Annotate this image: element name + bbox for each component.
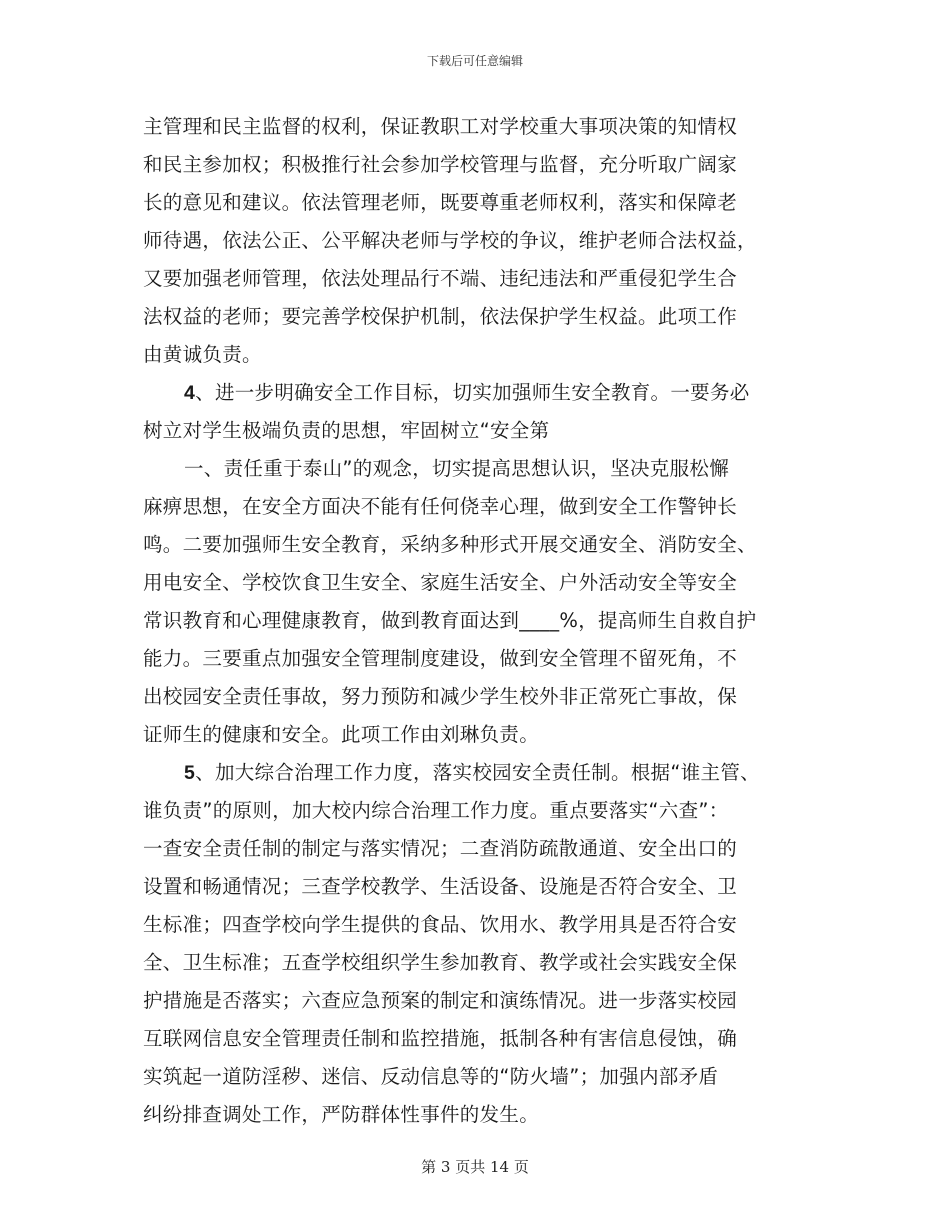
paragraph-5-start (143, 754, 833, 792)
text-line: 一、责任重于泰山”的观念，切实提高思想认识，坚决克服松懈 (184, 457, 730, 480)
text-line: 主管理和民主监督的权利，保证教职工对学校重大事项决策的知情权 (143, 115, 738, 138)
text-line: 、加大综合治理工作力度，落实校园安全责任制。根据“谁主管、 (195, 761, 760, 784)
document-body (143, 108, 833, 1134)
item-number: 5 (184, 762, 196, 784)
text-line: 谁负责”的原则，加大校内综合治理工作力度。重点要落实“六查”： (143, 799, 729, 822)
text-line: 证师生的健康和安全。此项工作由刘琳负责。 (143, 723, 540, 746)
item-number: 4 (184, 382, 196, 404)
paragraph-4-start (143, 374, 833, 412)
text-line: 、进一步明确安全工作目标，切实加强师生安全教育。一要务必 (195, 381, 750, 404)
text-line: 和民主参加权；积极推行社会参加学校管理与监督，充分听取广阔家 (143, 153, 738, 176)
text-line: 鸣。二要加强师生安全教育，采纳多种形式开展交通安全、消防安全、 (143, 533, 757, 556)
text-line: 由黄诚负责。 (143, 343, 262, 366)
text-line: 一查安全责任制的制定与落实情况；二查消防疏散通道、安全出口的 (143, 837, 738, 860)
text-line: 长的意见和建议。依法管理老师，既要尊重老师权利，落实和保障老 (143, 191, 738, 214)
text-line: 全、卫生标准；五查学校组织学生参加教育、教学或社会实践安全保 (143, 951, 738, 974)
text-line: 纠纷排查调处工作，严防群体性事件的发生。 (143, 1103, 540, 1126)
text-line: 实筑起一道防淫秽、迷信、反动信息等的“防火墙”；加强内部矛盾 (143, 1065, 719, 1088)
text-line: 护措施是否落实；六查应急预案的制定和演练情况。进一步落实校园 (143, 989, 738, 1012)
text-line: 又要加强老师管理，依法处理品行不端、违纪违法和严重侵犯学生合 (143, 267, 738, 290)
text-line: 生标准；四查学校向学生提供的食品、饮用水、教学用具是否符合安 (143, 913, 738, 936)
text-line: 师待遇，依法公正、公平解决老师与学校的争议，维护老师合法权益， (143, 229, 757, 252)
text-line: 常识教育和心理健康教育，做到教育面达到____%，提高师生自救自护 (143, 609, 757, 632)
text-line: 用电安全、学校饮食卫生安全、家庭生活安全、户外活动安全等安全 (143, 571, 738, 594)
text-line: 法权益的老师；要完善学校保护机制，依法保护学生权益。此项工作 (143, 305, 738, 328)
text-line: 设置和畅通情况；三查学校教学、生活设备、设施是否符合安全、卫 (143, 875, 738, 898)
page-footer: 第 3 页共 14 页 (421, 1158, 529, 1176)
page-header: 下载后可任意编辑 (426, 54, 523, 68)
text-line: 能力。三要重点加强安全管理制度建设，做到安全管理不留死角，不 (143, 647, 738, 670)
text-line: 树立对学生极端负责的思想，牢固树立“安全第 (143, 419, 550, 442)
text-line: 麻痹思想，在安全方面决不能有任何侥幸心理，做到安全工作警钟长 (143, 495, 738, 518)
text-line: 出校园安全责任事故，努力预防和减少学生校外非正常死亡事故，保 (143, 685, 738, 708)
text-line: 互联网信息安全管理责任制和监控措施，抵制各种有害信息侵蚀，确 (143, 1027, 738, 1050)
